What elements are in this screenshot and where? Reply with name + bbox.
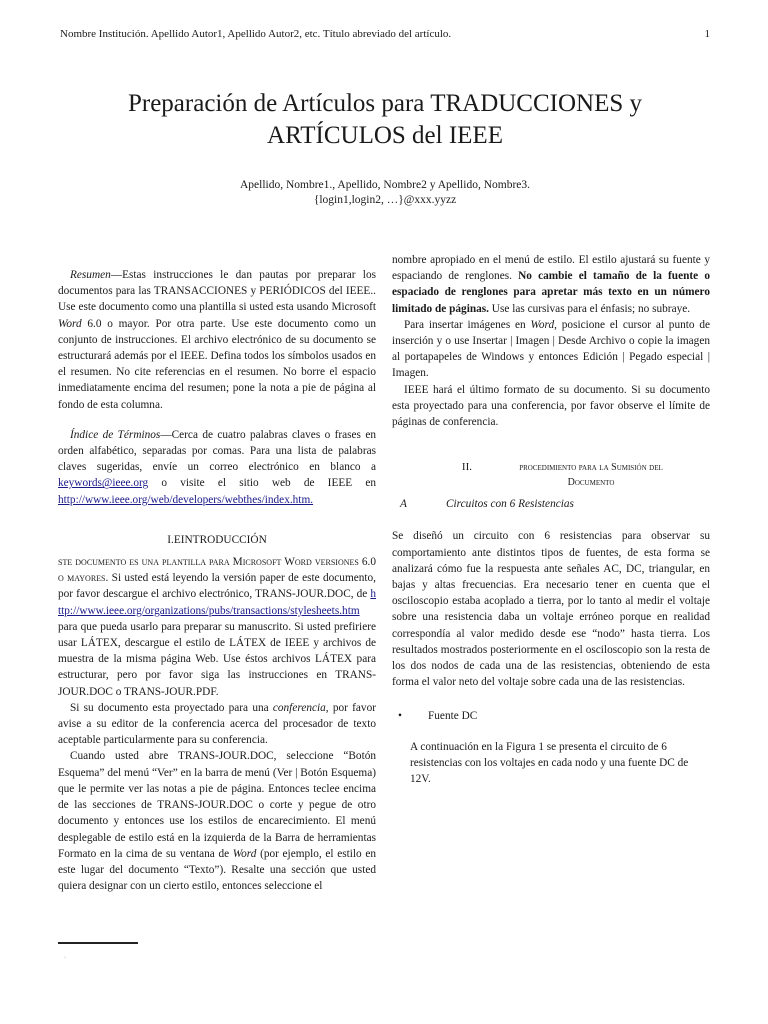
section-heading-intro: I.EINTRODUCCIÓN — [167, 533, 267, 546]
bullet-dot: • — [398, 710, 402, 723]
running-header — [60, 28, 710, 40]
bullet-item — [392, 708, 710, 724]
style-paragraph: nombre apropiado en el menú de estilo. El estilo ajustará su fuente y espaciando de renglones. No cambie el tamaño de la fuente o espaciado de renglones para apretar más texto en un número limitado de páginas. Use las cursivas para el énfasis; no subraye. — [392, 254, 710, 315]
footnote-marker: · — [64, 955, 66, 961]
author-names: Apellido, Nombre1., Apellido, Nombre2 y Apellido, Nombre3. — [239, 179, 530, 191]
right-column — [392, 252, 710, 787]
author-block — [60, 178, 710, 208]
bullet-text: Fuente DC — [428, 710, 478, 723]
figure-intro-paragraph: A continuación en la Figura 1 se presenta el circuito de 6 resistencias con los voltajes en cada nodo y una fuente DC de 12V. — [410, 740, 689, 786]
intro-paragraph-3: Cuando usted abre TRANS-JOUR.DOC, seleccione “Botón Esquema” del menú “Ver” en la barra de menú (Ver | Botón Esquema) que le permite ver las notas a pie de página. Entonces teclee encima de las secciones de TRANS-JOUR.DOC o corte y pegue de otro documento y entonces use los estilos de encarecimiento. El menú desplegable de estilo está en la izquierda de la Barra de herramientas Formato en la cima de su ventana de Word (por ejemplo, el estilo en este lugar del documento “Texto”). Resalte una sección que usted quiera designar con un cierto estilo, entonces seleccione el — [58, 750, 377, 893]
subsection-title: Circuitos con 6 Resistencias — [446, 498, 574, 511]
title-line-1: Preparación de Artículos para TRADUCCIONES y — [127, 90, 643, 117]
footnote-divider — [58, 942, 138, 944]
stylesheets-link[interactable]: http://www.ieee.org/organizations/pubs/transactions/stylesheets.htm — [58, 588, 376, 617]
title-line-2: ARTÍCULOS del IEEE — [267, 122, 503, 149]
keywords-email-link[interactable]: keywords@ieee.org — [58, 477, 149, 490]
format-paragraph: IEEE hará el último formato de su documento. Si su documento esta proyectado para una conferencia, por favor observe el límite de páginas de conferencia. — [392, 383, 710, 429]
paper-title — [60, 88, 710, 152]
section-heading-2 — [392, 460, 710, 490]
abstract-label: Resumen — [70, 269, 111, 281]
index-terms: Índice de Términos—Cerca de cuatro palabras claves o frases en orden alfabético, separadas por comas. Para una lista de palabras claves sugeridas, envíe un correo electrónico en blanco a keywords@ieee.org o visite el sitio web de IEEE en http://www.ieee.org/web/developers/webthes/index.htm. — [58, 428, 376, 506]
circuit-paragraph: Se diseñó un circuito con 6 resistencias para observar su comportamiento ante distintos tipos de fuentes, de esta forma se analizará cómo fue la respuesta ante señales AC, DC, triangular, en bajas y altas frecuencias. Era necesario tener en cuenta que el osciloscopio estaba acoplado a tierra, por lo tanto al medir el voltaje sobre una resistencia daba un voltaje erróneo porque en realidad correspondía al valor medido desde ese “nodo” hasta tierra. Los resultados mostrados posteriormente en el osciloscopio son la resta de los dos nodos de cada una de las resistencias, obteniendo de esta forma el valor neto del voltaje sobre cada una de las resistencias. — [392, 530, 710, 689]
section-title-line-1: procedimiento para la Sumisión del — [519, 462, 663, 474]
intro-paragraph-2: Si su documento esta proyectado para una conferencia, por favor avise a su editor de la conferencia acerca del procesador de texto aceptable particularmente para su conferencia. — [58, 701, 376, 747]
running-title: Nombre Institución. Apellido Autor1, Apellido Autor2, etc. Título abreviado del artículo. — [60, 28, 452, 40]
author-emails: {login1,login2, …}@xxx.yyzz — [313, 194, 457, 206]
subsection-heading — [392, 496, 710, 512]
page-number: 1 — [704, 28, 710, 40]
subsection-letter: A — [400, 498, 407, 511]
images-paragraph: Para insertar imágenes en Word, posicione el cursor al punto de inserción y o use Insertar | Imagen | Desde Archivo o copie la imagen al portapapeles de Windows y entonces Edición | Pegado especial | Imagen. — [392, 318, 710, 380]
intro-paragraph-1: ste documento es una plantilla para Microsoft Word versiones 6.0 o mayores. Si usted está leyendo la versión paper de este documento, por favor descargue el archivo electrónico, TRANS-JOUR.DOC, de http://www.ieee.org/organizations/pubs/transactions/stylesheets.htm para que pueda usarlo para preparar su manuscrito. Si usted prefiriere usar LÁTEX, descargue el estilo de LÁTEX de IEEE y archivos de muestra de la misma página Web. Use éstos archivos LÁTEX para estructurar, pero por favor siga las instrucciones en TRANS-JOUR.DOC o TRANS-JOUR.PDF. — [58, 556, 377, 698]
section-number: II. — [461, 461, 472, 474]
left-column — [58, 267, 376, 894]
ieee-thesaurus-link[interactable]: http://www.ieee.org/web/developers/webthes/index.htm. — [58, 493, 314, 506]
index-terms-label: Índice de Términos — [70, 428, 161, 441]
section-title-line-2: Documento — [567, 477, 615, 489]
abstract: Resumen—Estas instrucciones le dan pautas por preparar los documentos para las TRANSACCIONES y PERIÓDICOS del IEEE.. Use este documento como una plantilla si usted esta usando Microsoft Word 6.0 o mayor. Por otra parte. Use este documento como un conjunto de instrucciones. El archivo electrónico de su documento se estructurará además por el IEEE. Defina todos los símbolos usados en el resumen. No cite referencias en el resumen. No borre el espacio inmediatamente encima del resumen; pone la nota a pie de página al fondo de esta columna. — [58, 269, 376, 411]
